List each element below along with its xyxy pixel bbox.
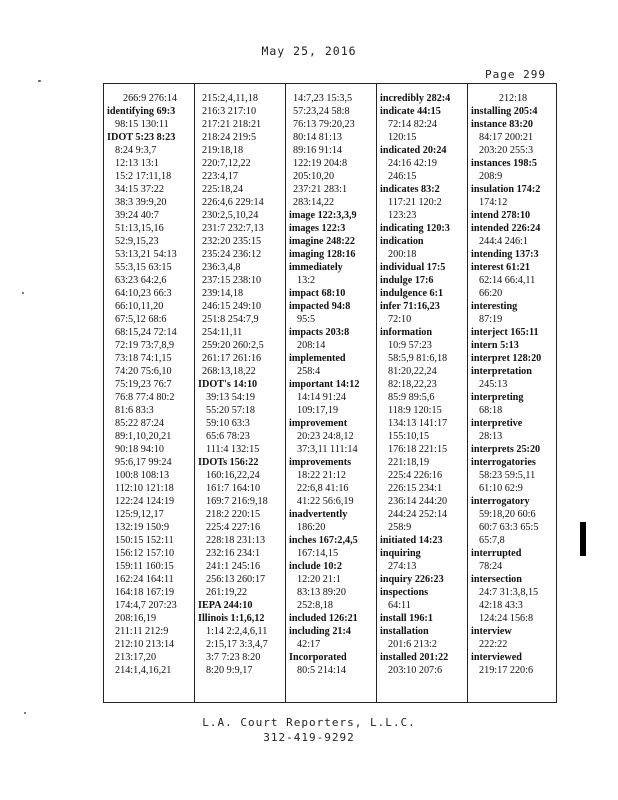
index-term: inches 167:2,4,5	[289, 535, 358, 546]
index-term: indicated 20:24	[380, 145, 447, 156]
page-line-reference: 120:15	[388, 132, 417, 143]
index-column-3	[289, 92, 375, 700]
page-line-reference: 123:23	[388, 210, 417, 221]
page-line-reference: 164:18 167:19	[115, 587, 175, 598]
page-line-reference: 212:18	[498, 93, 528, 104]
index-term: imaging 128:16	[289, 249, 356, 260]
index-term: IEPA 244:10	[198, 600, 253, 611]
index-term: impacts 203:8	[289, 327, 350, 338]
page-line-reference: 161:7 164:10	[206, 483, 261, 494]
page-line-reference: 10:9 57:23	[388, 340, 432, 351]
page-line-reference: 223:4,17	[202, 171, 238, 182]
page-line-reference: 225:4 226:16	[388, 470, 443, 481]
index-term: improvement	[289, 418, 348, 429]
index-term: interpretation	[471, 366, 532, 377]
index-term: impact 68:10	[289, 288, 346, 299]
page-line-reference: 34:15 37:22	[115, 184, 164, 195]
page-line-reference: 109:17,19	[297, 405, 339, 416]
page-line-reference: 15:2 17:11,18	[115, 171, 172, 182]
page-line-reference: 111:4 132:15	[206, 444, 260, 455]
index-term: imagine 248:22	[289, 236, 355, 247]
index-term: implemented	[289, 353, 346, 364]
index-term: Illinois 1:1,6,12	[198, 613, 265, 624]
page-line-reference: 58:23 59:5,11	[479, 470, 536, 481]
page-line-reference: 274:13	[388, 561, 417, 572]
page-line-reference: 216:3 217:10	[202, 106, 257, 117]
index-term: intersection	[471, 574, 522, 585]
page-line-reference: 66:20	[479, 288, 503, 299]
page-line-reference: 41:22 56:6,19	[297, 496, 354, 507]
page-line-reference: 75:19,23 76:7	[115, 379, 172, 390]
page-line-reference: 66:10,11,20	[115, 301, 164, 312]
page-line-reference: 230:2,5,10,24	[202, 210, 259, 221]
scan-speck	[38, 80, 41, 82]
page-line-reference: 2:15,17 3:3,4,7	[206, 639, 268, 650]
page-line-reference: 266:9 276:14	[122, 93, 178, 104]
page-line-reference: 176:18 221:15	[388, 444, 448, 455]
page-line-reference: 20:23 24:8,12	[297, 431, 354, 442]
page-line-reference: 72:19 73:7,8,9	[115, 340, 175, 351]
index-term: indicates 83:2	[380, 184, 440, 195]
index-term: install 196:1	[380, 613, 433, 624]
page-line-reference: 73:18 74:1,15	[115, 353, 172, 364]
court-reporter-name: L.A. Court Reporters, L.L.C.	[202, 716, 416, 729]
page-line-reference: 236:14 244:20	[388, 496, 448, 507]
page-line-reference: 244:24 252:14	[388, 509, 448, 520]
index-term: indulgence 6:1	[380, 288, 444, 299]
page-line-reference: 28:13	[479, 431, 503, 442]
index-term: inadvertently	[289, 509, 348, 520]
index-term: interrogatory	[471, 496, 530, 507]
page-line-reference: 218:24 219:5	[202, 132, 257, 143]
page-line-reference: 24:16 42:19	[388, 158, 437, 169]
page-line-reference: 205:10,20	[293, 171, 335, 182]
index-term: information	[380, 327, 433, 338]
page-line-reference: 13:2	[297, 275, 316, 286]
index-term: intending 137:3	[471, 249, 539, 260]
index-term: incredibly 282:4	[380, 93, 451, 104]
page-line-reference: 1:14 2:2,4,6,11	[206, 626, 268, 637]
page-line-reference: 235:24 236:12	[202, 249, 262, 260]
page-line-reference: 201:6 213:2	[388, 639, 437, 650]
page-line-reference: 268:13,18,22	[202, 366, 256, 377]
page-line-reference: 57:23,24 58:8	[293, 106, 350, 117]
page-line-reference: 150:15 152:11	[115, 535, 174, 546]
index-term: including 21:4	[289, 626, 351, 637]
page-line-reference: 8:20 9:9,17	[206, 665, 253, 676]
page-line-reference: 241:1 245:16	[206, 561, 261, 572]
margin-tab-marker	[580, 522, 586, 556]
page-line-reference: 60:7 63:3 65:5	[479, 522, 539, 533]
page-line-reference: 245:13	[479, 379, 508, 390]
page-line-reference: 42:18 43:3	[479, 600, 523, 611]
page-line-reference: 212:10 213:14	[115, 639, 175, 650]
index-term: IDOT's 14:10	[198, 379, 258, 390]
page-line-reference: 220:7,12,22	[202, 158, 251, 169]
page-line-reference: 22:6,8 41:16	[297, 483, 349, 494]
page-line-reference: 90:18 94:10	[115, 444, 164, 455]
index-term: interview	[471, 626, 512, 637]
index-column-5	[471, 92, 555, 700]
page-line-reference: 37:3,11 111:14	[297, 444, 358, 455]
scan-speck	[24, 712, 26, 714]
page-line-reference: 174:12	[479, 197, 508, 208]
index-term: intern 5:13	[471, 340, 519, 351]
page-line-reference: 219:18,18	[202, 145, 244, 156]
page-line-reference: 87:19	[479, 314, 503, 325]
page-line-reference: 215:2,4,11,18	[202, 93, 258, 104]
page-line-reference: 39:24 40:7	[115, 210, 159, 221]
page-line-reference: 83:13 89:20	[297, 587, 346, 598]
page-line-reference: 169:7 216:9,18	[206, 496, 268, 507]
page-line-reference: 132:19 150:9	[115, 522, 170, 533]
page-line-reference: 122:24 124:19	[115, 496, 175, 507]
index-term: inquiry 226:23	[380, 574, 444, 585]
page-line-reference: 186:20	[297, 522, 326, 533]
page-line-reference: 259:20 260:2,5	[202, 340, 264, 351]
page-line-reference: 261:17 261:16	[202, 353, 262, 364]
index-term: IDOTs 156:22	[198, 457, 259, 468]
page-line-reference: 82:18,22,23	[388, 379, 437, 390]
index-term: interrupted	[471, 548, 522, 559]
word-index-table	[103, 83, 557, 703]
page-line-reference: 55:20 57:18	[206, 405, 255, 416]
index-term: included 126:21	[289, 613, 358, 624]
page-line-reference: 100:8 108:13	[115, 470, 170, 481]
page-line-reference: 252:8,18	[297, 600, 333, 611]
index-term: inspections	[380, 587, 429, 598]
page-line-reference: 244:4 246:1	[479, 236, 528, 247]
page-line-reference: 98:15 130:11	[115, 119, 169, 130]
page-line-reference: 18:22 21:12	[297, 470, 346, 481]
deposition-date: May 25, 2016	[261, 44, 357, 58]
page-line-reference: 24:7 31:3,8,15	[479, 587, 539, 598]
page-line-reference: 14:7,23 15:3,5	[293, 93, 353, 104]
index-term: image 122:3,3,9	[289, 210, 357, 221]
page-line-reference: 38:3 39:9,20	[115, 197, 167, 208]
index-column-4	[380, 92, 466, 700]
page-line-reference: 258:4	[297, 366, 321, 377]
column-divider	[467, 84, 468, 702]
page-line-reference: 72:14 82:24	[388, 119, 437, 130]
page-line-reference: 95:6,17 99:24	[115, 457, 172, 468]
index-term: initiated 14:23	[380, 535, 443, 546]
page-line-reference: 78:24	[479, 561, 503, 572]
page-line-reference: 156:12 157:10	[115, 548, 175, 559]
index-term: installation	[380, 626, 429, 637]
index-term: intended 226:24	[471, 223, 541, 234]
index-term: identifying 69:3	[107, 106, 176, 117]
page-line-reference: 76:8 77:4 80:2	[115, 392, 175, 403]
index-term: important 14:12	[289, 379, 360, 390]
index-term: include 10:2	[289, 561, 342, 572]
page-line-reference: 246:15 249:10	[202, 301, 262, 312]
page-line-reference: 236:3,4,8	[202, 262, 241, 273]
index-term: interrogatories	[471, 457, 536, 468]
court-reporter-phone: 312-419-9292	[263, 731, 355, 744]
index-term: interject 165:11	[471, 327, 539, 338]
page-line-reference: 208:16,19	[115, 613, 157, 624]
page-line-reference: 213:17,20	[115, 652, 157, 663]
page-line-reference: 62:14 66:4,11	[479, 275, 536, 286]
page-line-reference: 218:2 220:15	[206, 509, 261, 520]
page-line-reference: 85:22 87:24	[115, 418, 164, 429]
page-line-reference: 74:20 75:6,10	[115, 366, 172, 377]
page-line-reference: 52:9,15,23	[115, 236, 159, 247]
index-term: installed 201:22	[380, 652, 449, 663]
page-line-reference: 42:17	[297, 639, 321, 650]
page-line-reference: 246:15	[388, 171, 417, 182]
page-line-reference: 64:11	[388, 600, 411, 611]
page-line-reference: 226:4,6 229:14	[202, 197, 264, 208]
index-term: inquiring	[380, 548, 421, 559]
page-line-reference: 203:20 255:3	[479, 145, 534, 156]
index-term: indicating 120:3	[380, 223, 450, 234]
page-line-reference: 225:4 227:16	[206, 522, 261, 533]
page-line-reference: 232:16 234:1	[206, 548, 261, 559]
page-line-reference: 219:17 220:6	[479, 665, 534, 676]
page-line-reference: 89:1,10,20,21	[115, 431, 172, 442]
index-term: instance 83:20	[471, 119, 533, 130]
page-line-reference: 222:22	[479, 639, 508, 650]
page-line-reference: 203:10 207:6	[388, 665, 443, 676]
page-line-reference: 61:10 62:9	[479, 483, 523, 494]
index-term: indication	[380, 236, 424, 247]
index-term: instances 198:5	[471, 158, 537, 169]
page-line-reference: 112:10 121:18	[115, 483, 174, 494]
page-line-reference: 81:6 83:3	[115, 405, 154, 416]
page-line-reference: 59:18,20 60:6	[479, 509, 536, 520]
index-term: insulation 174:2	[471, 184, 541, 195]
index-term: interest 61:21	[471, 262, 530, 273]
page-line-reference: 65:7,8	[479, 535, 505, 546]
index-column-1	[107, 92, 193, 700]
page-line-reference: 261:19,22	[206, 587, 248, 598]
page-line-reference: 55:3,15 63:15	[115, 262, 172, 273]
column-divider	[376, 84, 377, 702]
index-term: interviewed	[471, 652, 522, 663]
index-term: indicate 44:15	[380, 106, 441, 117]
page-line-reference: 68:18	[479, 405, 503, 416]
page-line-reference: 63:23 64:2,6	[115, 275, 167, 286]
page-line-reference: 258:9	[388, 522, 412, 533]
page-line-reference: 237:15 238:10	[202, 275, 262, 286]
scan-speck	[22, 292, 24, 294]
page-line-reference: 84:17 200:21	[479, 132, 534, 143]
index-term: interpretive	[471, 418, 523, 429]
index-term: interesting	[471, 301, 518, 312]
page-line-reference: 81:20,22,24	[388, 366, 437, 377]
page-line-reference: 200:18	[388, 249, 417, 260]
index-term: installing 205:4	[471, 106, 538, 117]
page-line-reference: 174:4,7 207:23	[115, 600, 177, 611]
page-line-reference: 122:19 204:8	[293, 158, 348, 169]
page-line-reference: 283:14,22	[293, 197, 335, 208]
page-line-reference: 64:10,23 66:3	[115, 288, 172, 299]
page-line-reference: 8:24 9:3,7	[115, 145, 157, 156]
page-line-reference: 254:11,11	[202, 327, 243, 338]
page-line-reference: 80:5 214:14	[297, 665, 346, 676]
page-line-reference: 221:18,19	[388, 457, 430, 468]
page-line-reference: 53:13,21 54:13	[115, 249, 177, 260]
page-line-reference: 231:7 232:7,13	[202, 223, 264, 234]
index-term: infer 71:16,23	[380, 301, 440, 312]
page-line-reference: 208:9	[479, 171, 503, 182]
page-line-reference: 80:14 81:13	[293, 132, 342, 143]
page-line-reference: 208:14	[297, 340, 326, 351]
page-line-reference: 159:11 160:15	[115, 561, 174, 572]
page-line-reference: 95:5	[297, 314, 316, 325]
index-column-2	[198, 92, 284, 700]
page-line-reference: 39:13 54:19	[206, 392, 255, 403]
index-term: images 122:3	[289, 223, 346, 234]
page-line-reference: 251:8 254:7,9	[202, 314, 259, 325]
page-line-reference: 167:14,15	[297, 548, 339, 559]
page-line-reference: 256:13 260:17	[206, 574, 266, 585]
page-line-reference: 228:18 231:13	[206, 535, 266, 546]
page-line-reference: 59:10 63:3	[206, 418, 250, 429]
page-line-reference: 124:24 156:8	[479, 613, 534, 624]
page-line-reference: 12:20 21:1	[297, 574, 341, 585]
page-line-reference: 67:5,12 68:6	[115, 314, 167, 325]
page-line-reference: 65:6 78:23	[206, 431, 250, 442]
page-line-reference: 51:13,15,16	[115, 223, 164, 234]
index-term: Incorporated	[289, 652, 347, 663]
index-term: indulge 17:6	[380, 275, 434, 286]
index-term: interpret 128:20	[471, 353, 542, 364]
page-line-reference: 237:21 283:1	[293, 184, 348, 195]
index-term: interpreting	[471, 392, 524, 403]
page-line-reference: 76:13 79:20,23	[293, 119, 355, 130]
page-line-reference: 155:10,15	[388, 431, 430, 442]
page-line-reference: 12:13 13:1	[115, 158, 159, 169]
page-line-reference: 217:21 218:21	[202, 119, 262, 130]
page-line-reference: 232:20 235:15	[202, 236, 262, 247]
page-line-reference: 118:9 120:15	[388, 405, 442, 416]
page-line-reference: 85:9 89:5,6	[388, 392, 435, 403]
page-line-reference: 72:10	[388, 314, 412, 325]
page-line-reference: 226:15 234:1	[388, 483, 443, 494]
column-divider	[194, 84, 195, 702]
column-divider	[285, 84, 286, 702]
index-term: individual 17:5	[380, 262, 446, 273]
page-line-reference: 14:14 91:24	[297, 392, 346, 403]
page-line-reference: 3:7 7:23 8:20	[206, 652, 261, 663]
index-term: intend 278:10	[471, 210, 531, 221]
page-line-reference: 162:24 164:11	[115, 574, 174, 585]
page-line-reference: 68:15,24 72:14	[115, 327, 177, 338]
page-line-reference: 239:14,18	[202, 288, 244, 299]
index-term: improvements	[289, 457, 352, 468]
page-line-reference: 58:5,9 81:6,18	[388, 353, 448, 364]
page-line-reference: 89:16 91:14	[293, 145, 342, 156]
page-line-reference: 134:13 141:17	[388, 418, 448, 429]
index-term: impacted 94:8	[289, 301, 351, 312]
index-term: immediately	[289, 262, 343, 273]
index-term: interprets 25:20	[471, 444, 541, 455]
index-term: IDOT 5:23 8:23	[107, 132, 176, 143]
page-line-reference: 160:16,22,24	[206, 470, 260, 481]
page-number: Page 299	[485, 68, 546, 81]
page-line-reference: 125:9,12,17	[115, 509, 164, 520]
page-line-reference: 214:1,4,16,21	[115, 665, 172, 676]
page-line-reference: 225:18,24	[202, 184, 244, 195]
page-line-reference: 117:21 120:2	[388, 197, 442, 208]
page-line-reference: 211:11 212:9	[115, 626, 169, 637]
